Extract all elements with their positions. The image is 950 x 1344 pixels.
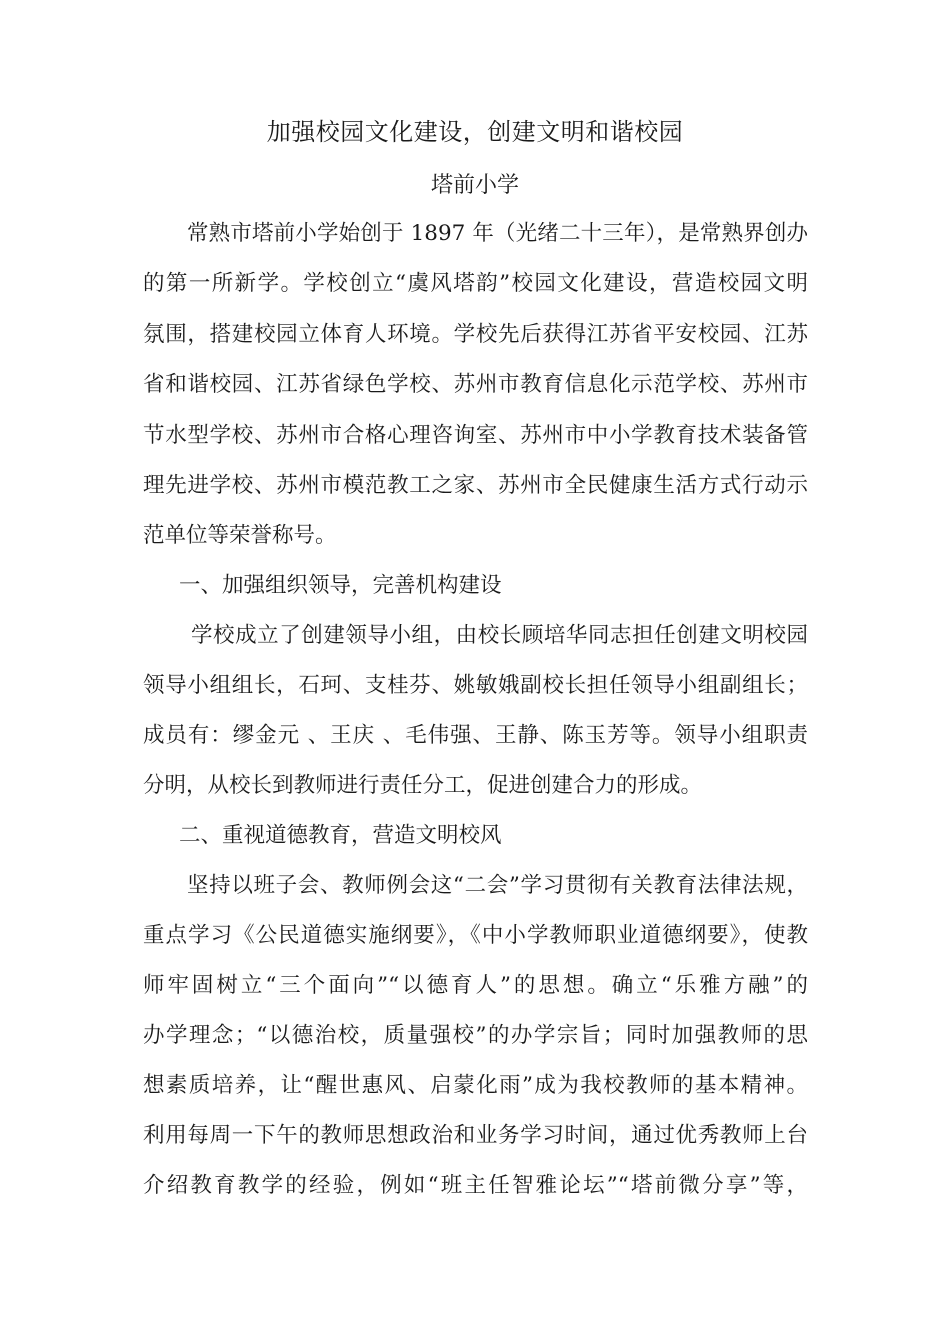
paragraph-line: 氛围，搭建校园立体育人环境。学校先后获得江苏省平安校园、江苏 — [143, 322, 808, 347]
paragraph-line: 利用每周一下午的教师思想政治和业务学习时间，通过优秀教师上台 — [143, 1123, 808, 1148]
document-subtitle: 塔前小学 — [430, 173, 519, 198]
paragraph-line: 常熟市塔前小学始创于 1897 年（光绪二十三年），是常熟界创办 — [187, 221, 808, 246]
paragraph-line: 坚持以班子会、教师例会这“二会”学习贯彻有关教育法律法规， — [187, 873, 808, 898]
paragraph-line: 省和谐校园、江苏省绿色学校、苏州市教育信息化示范学校、苏州市 — [143, 372, 808, 397]
paragraph-line: 节水型学校、苏州市合格心理咨询室、苏州市中小学教育技术装备管 — [143, 423, 808, 448]
paragraph-line: 领导小组组长，石珂、支桂芬、姚敏娥副校长担任领导小组副组长； — [143, 673, 808, 698]
paragraph-line: 学校成立了创建领导小组，由校长顾培华同志担任创建文明校园 — [191, 623, 808, 648]
paragraph-line: 的第一所新学。学校创立“虞风塔韵”校园文化建设，营造校园文明 — [143, 271, 808, 296]
paragraph-line: 理先进学校、苏州市模范教工之家、苏州市全民健康生活方式行动示 — [143, 473, 808, 498]
paragraph-line: 分明，从校长到教师进行责任分工，促进创建合力的形成。 — [143, 773, 703, 798]
document-title: 加强校园文化建设，创建文明和谐校园 — [266, 118, 684, 146]
paragraph-line: 介绍教育教学的经验，例如“班主任智雅论坛”“塔前微分享”等， — [143, 1173, 808, 1198]
paragraph-line: 成员有：缪金元 、王庆 、毛伟强、王静、陈玉芳等。领导小组职责 — [143, 723, 808, 748]
section-heading: 二、重视道德教育，营造文明校风 — [179, 823, 502, 848]
section-heading: 一、加强组织领导，完善机构建设 — [179, 573, 502, 598]
paragraph-line: 范单位等荣誉称号。 — [143, 523, 337, 548]
paragraph-line: 办学理念；“以德治校，质量强校”的办学宗旨；同时加强教师的思 — [143, 1023, 808, 1048]
paragraph-line: 师牢固树立“三个面向”“以德育人”的思想。确立“乐雅方融”的 — [143, 973, 808, 998]
paragraph-line: 重点学习《公民道德实施纲要》，《中小学教师职业道德纲要》，使教 — [143, 923, 808, 948]
paragraph-line: 想素质培养，让“醒世惠风、启蒙化雨”成为我校教师的基本精神。 — [143, 1073, 808, 1098]
